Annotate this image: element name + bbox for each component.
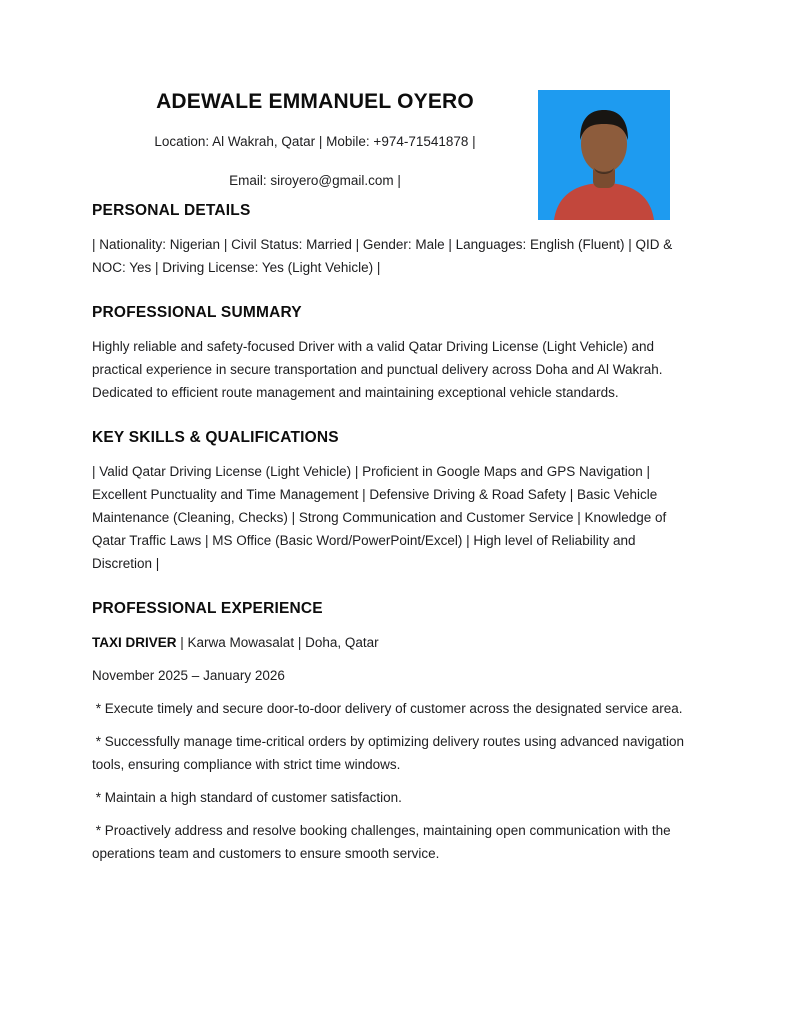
- contact-line-email: Email: siroyero@gmail.com |: [229, 173, 401, 188]
- section-title-professional-summary: PROFESSIONAL SUMMARY: [92, 304, 302, 321]
- job-meta: | Karwa Mowasalat | Doha, Qatar: [176, 635, 379, 650]
- key-skills-body: | Valid Qatar Driving License (Light Vehicle) | Proficient in Google Maps and GPS Navigation | Excellent Punctuality and Time Management | Defensive Driving & Road Safety | Basic Vehicle Maintenance (Cleaning, Checks) | Strong Communication and Customer Service | Knowledge of Qatar Traffic Laws | MS Office (Basic Word/PowerPoint/Excel) | High level of Reliability and Discretion |: [92, 464, 667, 571]
- personal-details-body: | Nationality: Nigerian | Civil Status: Married | Gender: Male | Languages: English (Fluent) | QID & NOC: Yes | Driving License: Yes (Light Vehicle) |: [92, 237, 673, 275]
- experience-bullet: * Execute timely and secure door-to-door delivery of customer across the designated service area.: [92, 701, 683, 716]
- contact-line-location-mobile: Location: Al Wakrah, Qatar | Mobile: +974-71541878 |: [154, 134, 476, 149]
- job-dates: November 2025 – January 2026: [92, 668, 285, 683]
- section-title-personal-details: PERSONAL DETAILS: [92, 202, 251, 219]
- candidate-name: ADEWALE EMMANUEL OYERO: [156, 90, 474, 113]
- experience-bullet: * Maintain a high standard of customer satisfaction.: [92, 790, 402, 805]
- job-title: TAXI DRIVER: [92, 635, 177, 650]
- professional-summary-body: Highly reliable and safety-focused Driver with a valid Qatar Driving License (Light Vehicle) and practical experience in secure transportation and punctual delivery across Doha and Al Wakrah. Dedicated to efficient route management and maintaining exceptional vehicle standards.: [92, 339, 663, 400]
- job-header-line: [92, 631, 699, 654]
- section-title-key-skills: KEY SKILLS & QUALIFICATIONS: [92, 429, 339, 446]
- header: [92, 90, 538, 192]
- section-title-professional-experience: PROFESSIONAL EXPERIENCE: [92, 600, 323, 617]
- profile-photo: [538, 90, 670, 220]
- profile-photo-illustration: [538, 90, 670, 220]
- experience-bullet: * Proactively address and resolve booking challenges, maintaining open communication with the operations team and customers to ensure smooth service.: [92, 823, 675, 861]
- experience-bullet: * Successfully manage time-critical orders by optimizing delivery routes using advanced navigation tools, ensuring compliance with strict time windows.: [92, 734, 688, 772]
